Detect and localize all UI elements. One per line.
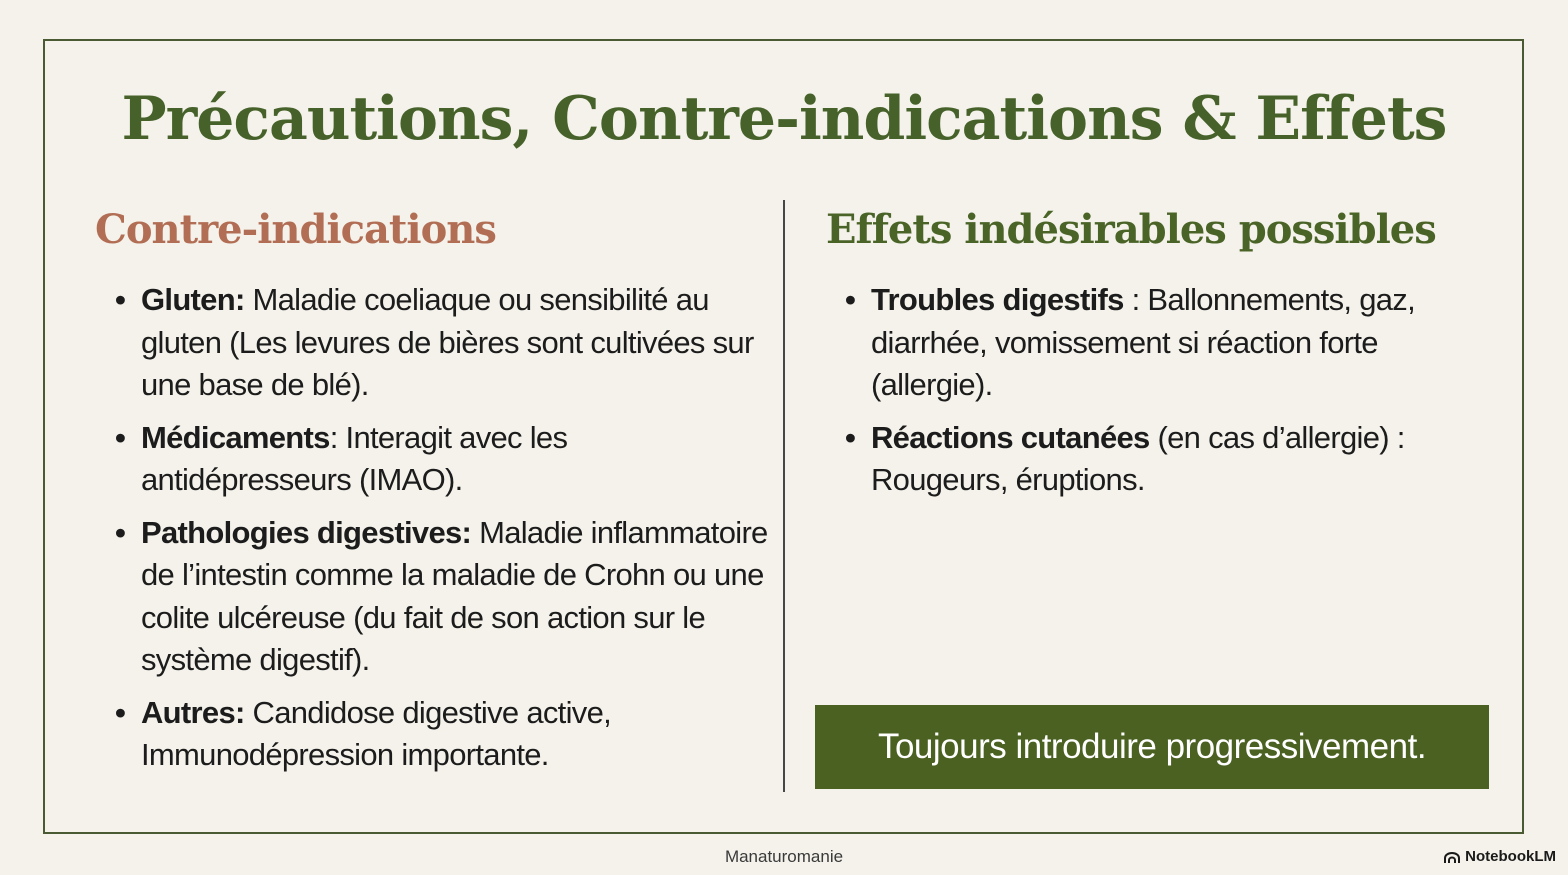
slide-title: Précautions, Contre-indications & Effets [121, 84, 1447, 154]
contre-indications-list [113, 279, 773, 787]
bullet-icon: • [115, 694, 126, 730]
list-item [113, 279, 773, 407]
item-term: Médicaments [141, 419, 330, 455]
list-item [843, 417, 1463, 502]
item-text: Maladie inflammatoire de l’intestin comme la maladie de Crohn ou une colite ulcéreuse (du fait de son action sur le système digestif). [141, 514, 768, 677]
notebooklm-label: NotebookLM [1465, 848, 1556, 865]
item-term: Autres: [141, 694, 245, 730]
bullet-icon: • [115, 514, 126, 550]
callout-banner [815, 705, 1489, 789]
item-text: Candidose digestive active, Immunodépression importante. [141, 694, 612, 772]
item-text: Maladie coeliaque ou sensibilité au gluten (Les levures de bières sont cultivées sur une base de blé). [141, 282, 754, 402]
list-item [113, 417, 773, 502]
bullet-icon: • [845, 282, 856, 317]
bullet-icon: • [115, 282, 126, 317]
item-term: Troubles digestifs [871, 282, 1124, 317]
effets-indesirables-list [843, 279, 1463, 512]
notebooklm-badge [1444, 848, 1556, 865]
bullet-icon: • [115, 419, 126, 455]
column-divider [783, 200, 785, 792]
item-term: Pathologies digestives: [141, 514, 472, 550]
list-item [843, 279, 1463, 407]
item-text: (en cas d’allergie) : Rougeurs, éruptions. [871, 419, 1405, 497]
callout-text: Toujours introduire progressivement. [877, 727, 1427, 766]
list-item [113, 692, 773, 777]
item-text: : Interagit avec les antidépresseurs (IMAO). [141, 419, 568, 497]
item-term: Gluten: [141, 282, 245, 317]
list-item [113, 512, 773, 682]
footer-brand: Manaturomanie [724, 847, 844, 866]
contre-indications-heading: Contre-indications [95, 206, 496, 253]
bullet-icon: • [845, 419, 856, 455]
item-text: : Ballonnements, gaz, diarrhée, vomissement si réaction forte (allergie). [871, 282, 1416, 402]
notebooklm-logo-icon [1444, 851, 1460, 863]
effets-indesirables-heading: Effets indésirables possibles [826, 206, 1436, 253]
item-term: Réactions cutanées [871, 419, 1150, 455]
